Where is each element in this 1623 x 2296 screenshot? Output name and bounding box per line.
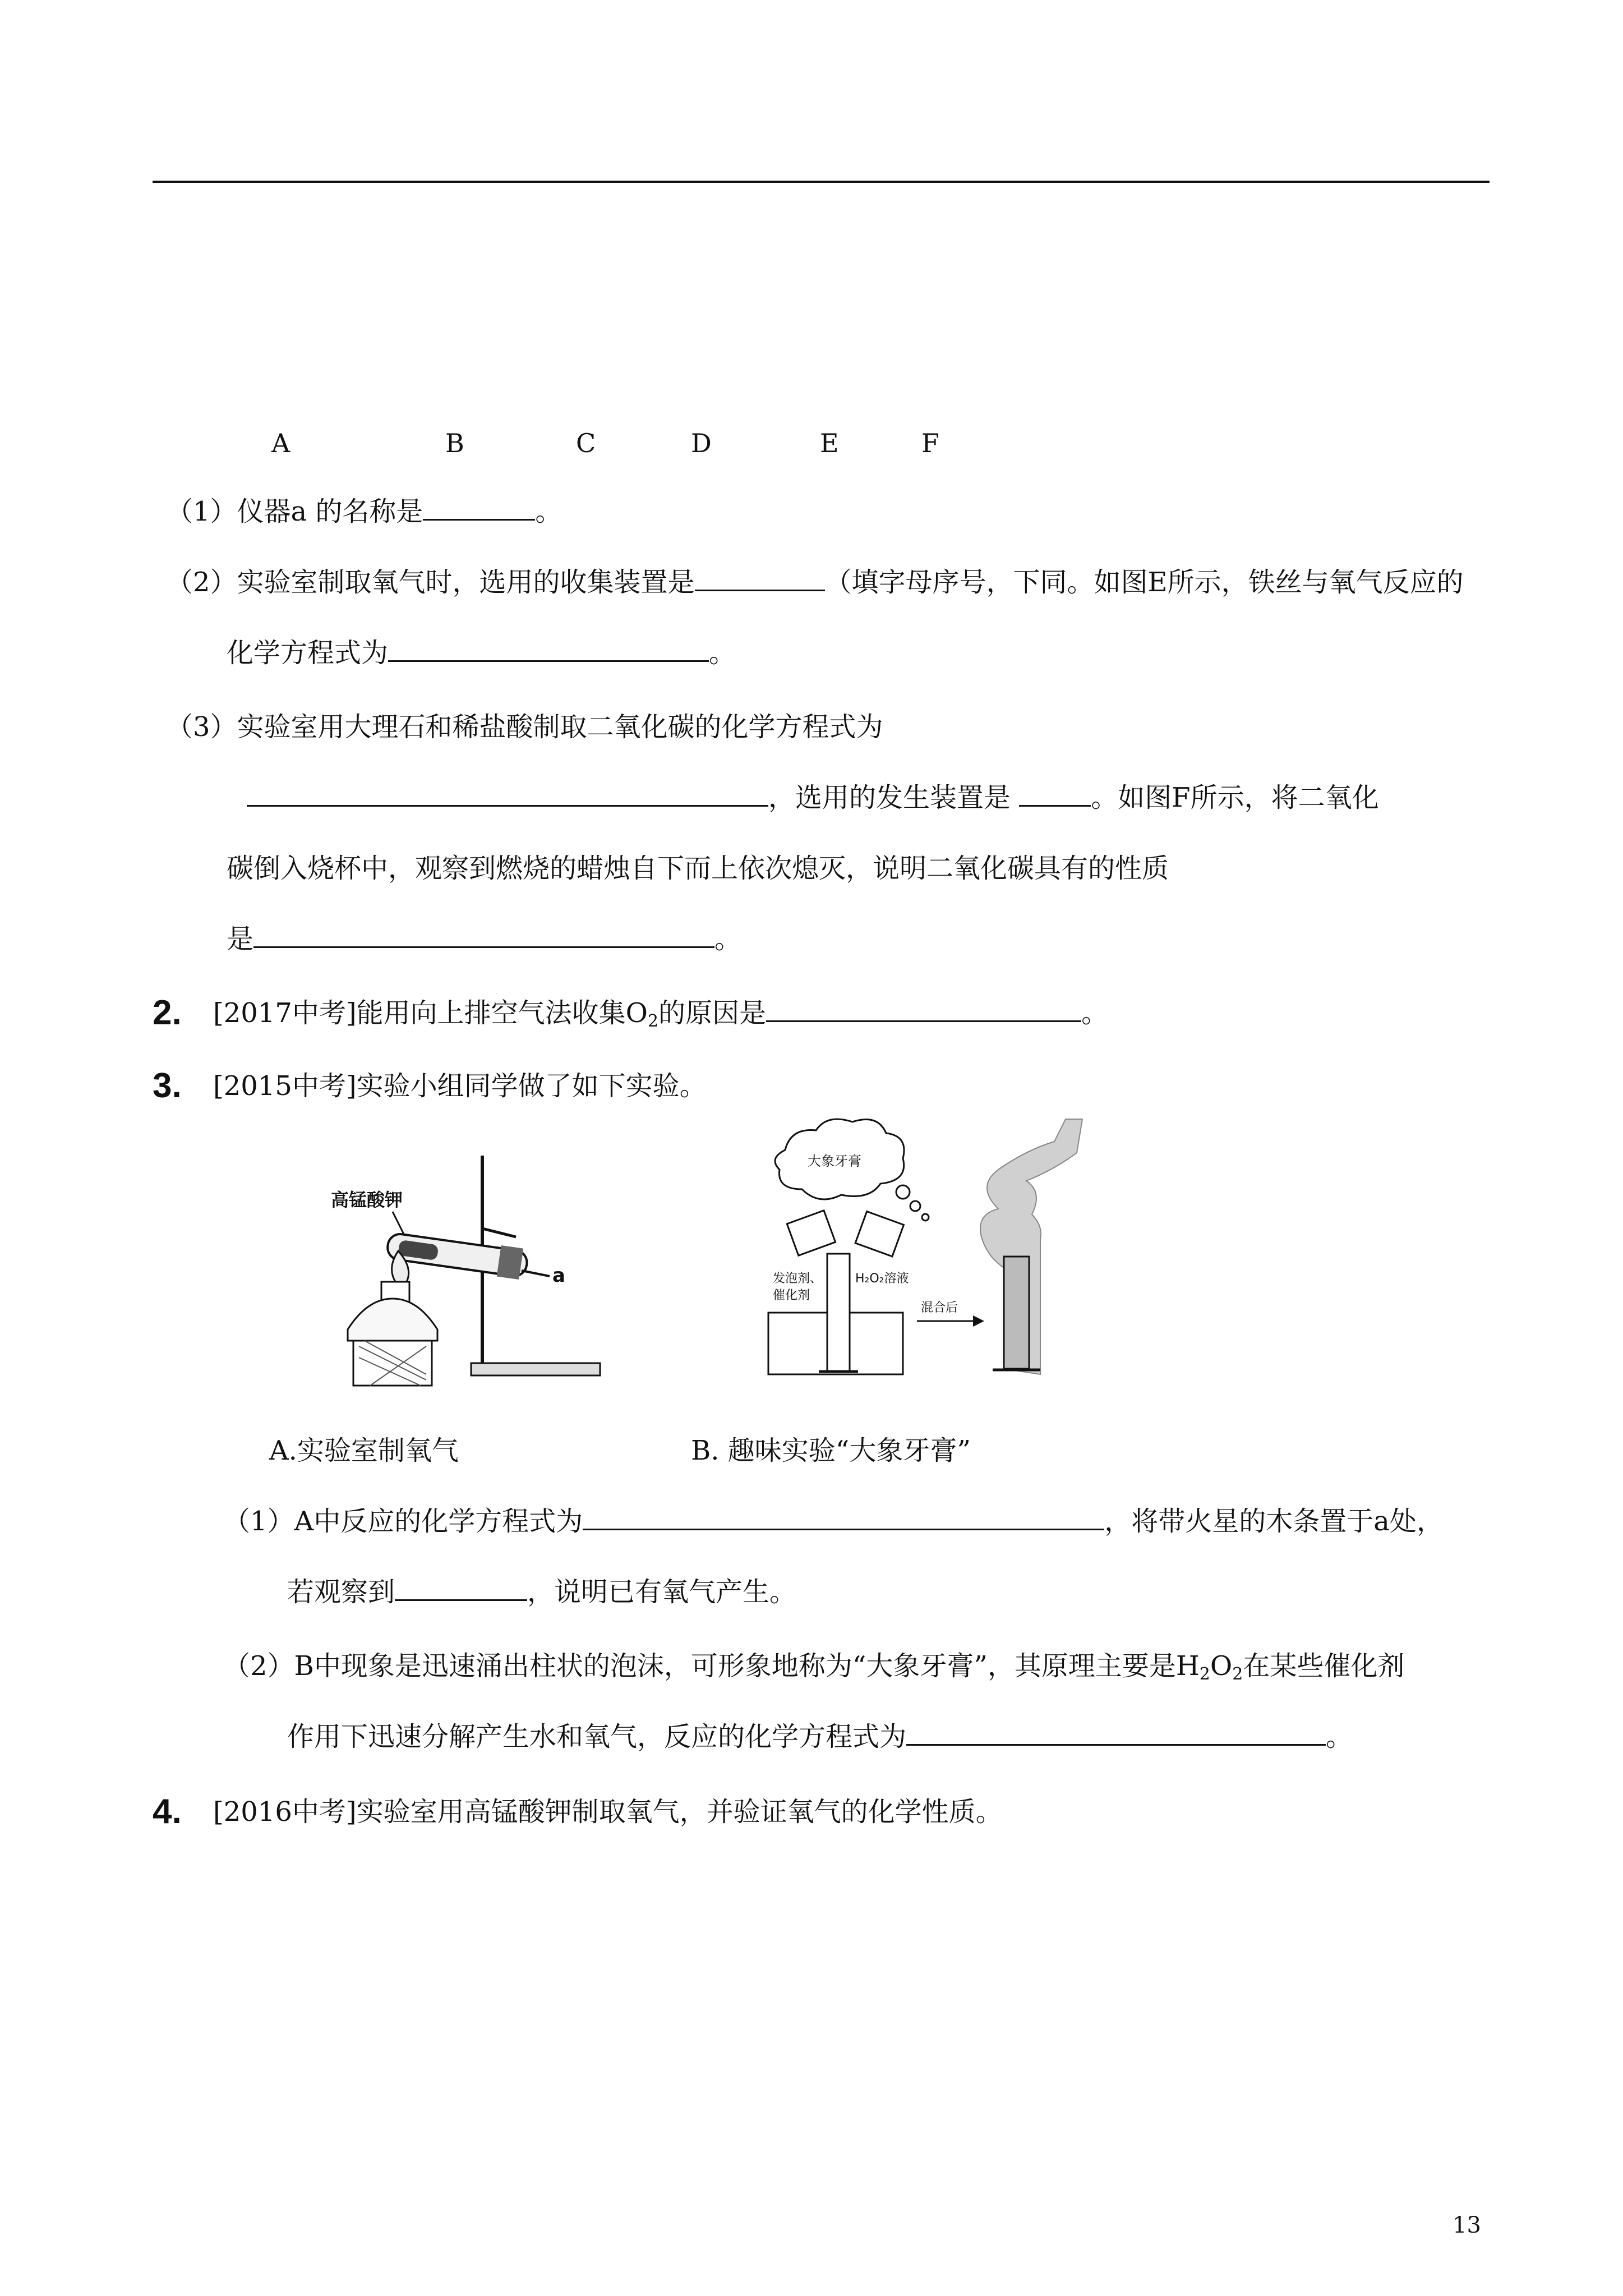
q3-sub2-line2: 作用下迅速分解产生水和氧气，反应的化学方程式为 。	[287, 1721, 1353, 1752]
q2-blank[interactable]	[766, 998, 1081, 1022]
figure-a-reagent-label: 高锰酸钾	[331, 1189, 403, 1211]
figure-label-e: E	[820, 428, 839, 458]
q1-sub3-equation-blank[interactable]	[247, 783, 768, 807]
figure-b-cloud-label: 大象牙膏	[808, 1153, 861, 1169]
figure-label-f: F	[921, 428, 939, 458]
q3-sub2-equation-blank[interactable]	[906, 1722, 1326, 1746]
page-number: 13	[1453, 2212, 1481, 2238]
q1-sub2-equation-blank[interactable]	[388, 638, 709, 662]
figure-label-a: A	[271, 428, 291, 458]
q3-sub2: （2）B中现象是迅速涌出柱状的泡沫，可形象地称为“大象牙膏”，其原理主要是$H_2O_2$在某些催化剂	[223, 1650, 1405, 1684]
q1-sub2-blank[interactable]	[695, 567, 825, 591]
q3-sub1-line2: 若观察到 ，说明已有氧气产生。	[287, 1576, 797, 1608]
q2-number: 2.	[153, 993, 182, 1032]
figure-b-caption: B. 趣味实验“大象牙膏”	[691, 1435, 971, 1466]
figure-a-mark: a	[552, 1264, 565, 1287]
q2-text: [2017中考]能用向上排空气法收集$O_2$的原因是 。	[213, 997, 1109, 1031]
q4-text: [2016中考]实验室用高锰酸钾制取氧气，并验证氧气的化学性质。	[213, 1796, 1003, 1828]
q1-sub3-line3: 碳倒入烧杯中，观察到燃烧的蜡烛自下而上依次熄灭，说明二氧化碳具有的性质	[227, 853, 1169, 884]
q1-sub3-line4: 是 。	[227, 923, 742, 955]
figure-label-d: D	[691, 428, 712, 458]
figure-b-elephant-toothpaste	[763, 1116, 1110, 1397]
q1-sub3-line2: ，选用的发生装置是 。如图F所示，将二氧化	[247, 781, 1379, 815]
q3-text: [2015中考]实验小组同学做了如下实验。	[213, 1070, 707, 1102]
figure-a-caption: A.实验室制氧气	[269, 1435, 459, 1466]
q3-number: 3.	[153, 1066, 182, 1105]
q3-sub1: （1）A中反应的化学方程式为 ，将带火星的木条置于a处，	[223, 1506, 1444, 1537]
figure-b-left-label-1: 发泡剂、	[773, 1272, 823, 1286]
figure-b-left-label-2: 催化剂	[773, 1289, 810, 1303]
figure-label-c: C	[576, 428, 596, 458]
q1-sub2-line2: 化学方程式为 。	[227, 637, 736, 669]
q1-sub1: （1）仪器a 的名称是 。	[166, 496, 562, 527]
figure-b-arrow-label: 混合后	[921, 1301, 958, 1315]
header-rule	[153, 181, 1490, 183]
q1-sub3-property-blank[interactable]	[253, 924, 714, 948]
q3-sub1-observation-blank[interactable]	[395, 1577, 527, 1601]
q1-sub1-blank[interactable]	[423, 496, 535, 521]
figure-b-right-label: H₂O₂溶液	[855, 1272, 909, 1286]
figure-a-apparatus	[314, 1139, 819, 1397]
figure-label-b: B	[445, 428, 464, 458]
q3-sub1-equation-blank[interactable]	[583, 1506, 1104, 1530]
q1-sub3-device-blank[interactable]	[1019, 783, 1091, 807]
q1-sub2: （2）实验室制取氧气时，选用的收集装置是 （填字母序号，下同。如图E所示，铁丝与氧气反应的	[166, 567, 1464, 598]
q4-number: 4.	[153, 1792, 182, 1831]
q1-sub3-line1: （3）实验室用大理石和稀盐酸制取二氧化碳的化学方程式为	[166, 711, 883, 743]
